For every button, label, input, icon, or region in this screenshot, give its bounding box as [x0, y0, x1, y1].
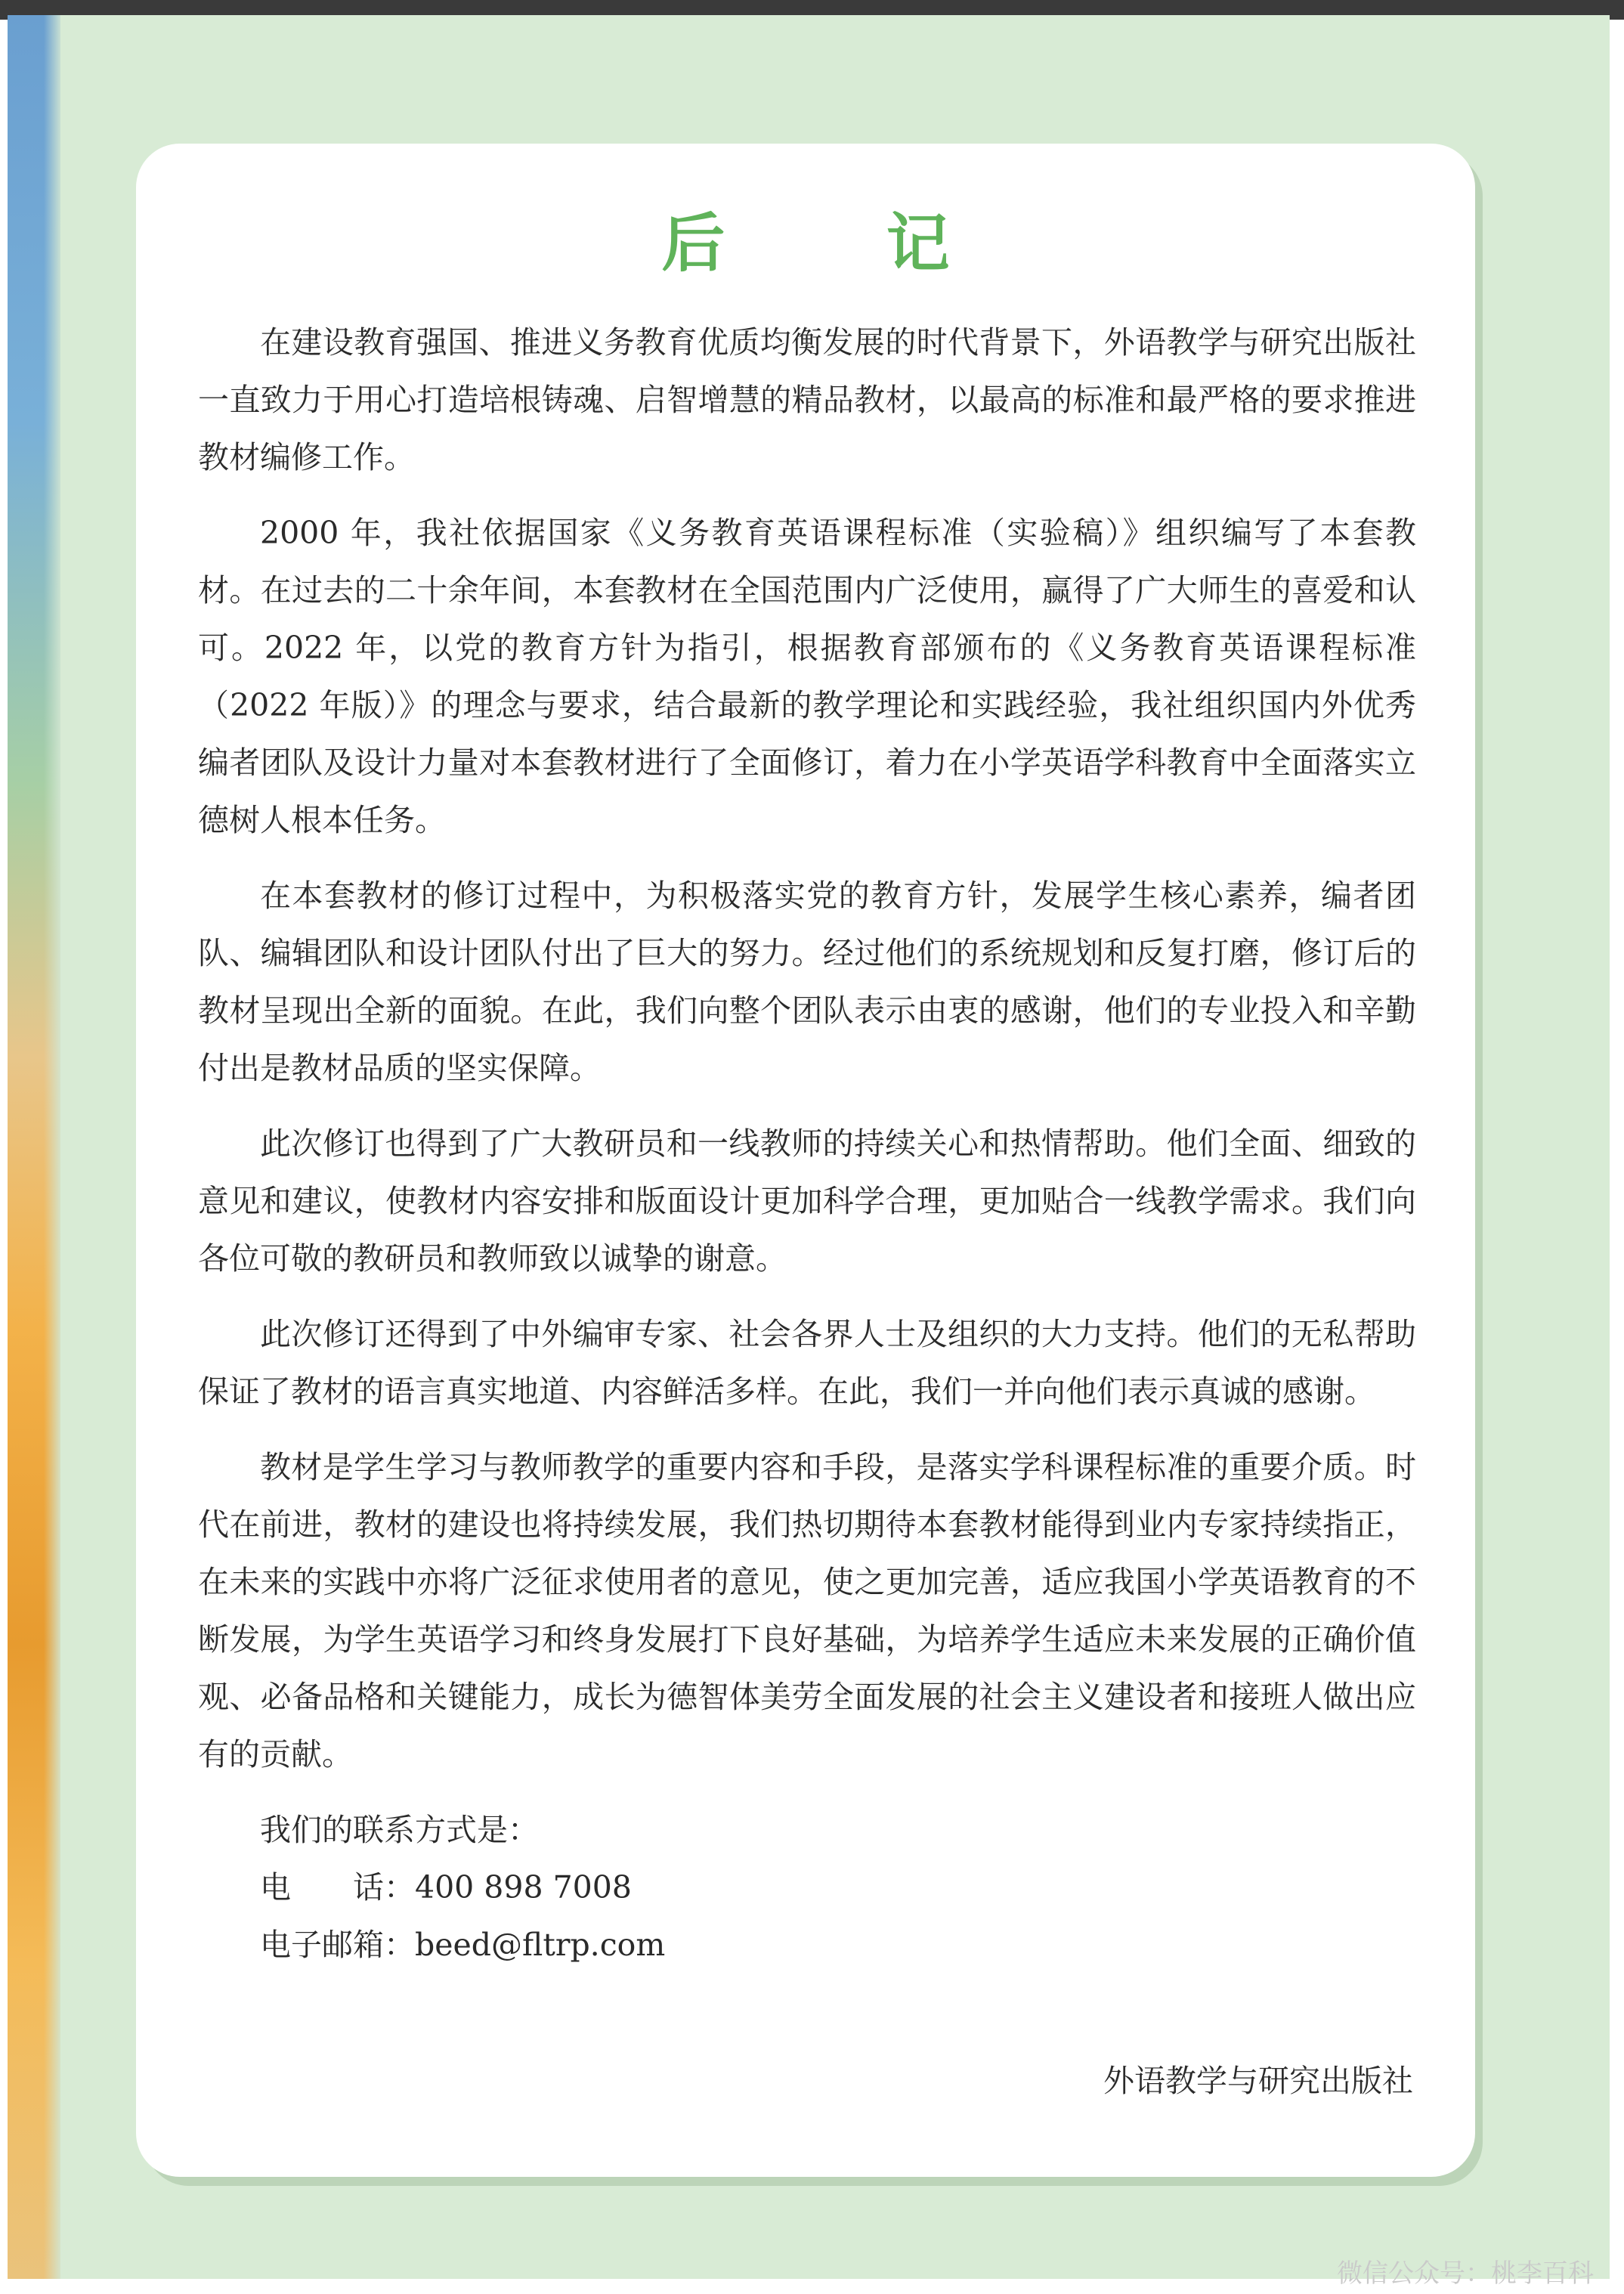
cover-binding-edge: [8, 15, 60, 2279]
paragraph: 此次修订还得到了中外编审专家、社会各界人士及组织的大力支持。他们的无私帮助保证了教材的语言真实地道、内容鲜活多样。在此，我们一并向他们表示真诚的感谢。: [198, 1316, 1416, 1410]
phone-label: 电 话：: [260, 1869, 415, 1905]
publisher-signature: 外语教学与研究出版社: [1103, 2063, 1413, 2099]
contact-info: [198, 1801, 1416, 1974]
paragraph: 教材是学生学习与教师教学的重要内容和手段，是落实学科课程标准的重要介质。时代在前进，教材的建设也将持续发展，我们热切期待本套教材能得到业内专家持续指正，在未来的实践中亦将广泛征求使用者的意见，使之更加完善，适应我国小学英语教育的不断发展，为学生英语学习和终身发展打下良好基础，为培养学生适应未来发展的正确价值观、必备品格和关键能力，成长为德智体美劳全面发展的社会主义建设者和接班人做出应有的贡献。: [198, 1449, 1416, 1772]
page-title: 后 记: [661, 206, 1019, 280]
paragraph: 2000 年，我社依据国家《义务教育英语课程标准（实验稿）》组织编写了本套教材。在过去的二十余年间，本套教材在全国范围内广泛使用，赢得了广大师生的喜爱和认可。2022 年，以党的教育方针为指引，根据教育部颁布的《义务教育英语课程标准（2022 年版）》的理念与要求，结合最新的教学理论和实践经验，我社组织国内外优秀编者团队及设计力量对本套教材进行了全面修订，着力在小学英语学科教育中全面落实立德树人根本任务。: [198, 515, 1416, 838]
email-line: [198, 1916, 1416, 1974]
paragraph: 在本套教材的修订过程中，为积极落实党的教育方针，发展学生核心素养，编者团队、编辑团队和设计团队付出了巨大的努力。经过他们的系统规划和反复打磨，修订后的教材呈现出全新的面貌。在此，我们向整个团队表示由衷的感谢，他们的专业投入和辛勤付出是教材品质的坚实保障。: [198, 878, 1416, 1086]
watermark: 微信公众号：桃李百科: [1337, 2258, 1594, 2289]
phone-line: [198, 1859, 1416, 1916]
contact-heading: 我们的联系方式是：: [260, 1812, 539, 1848]
email-address: beed@fltrp.com: [415, 1927, 666, 1963]
afterword-card: [136, 144, 1475, 2177]
phone-number: 400 898 7008: [415, 1869, 632, 1905]
paragraph: 在建设教育强国、推进义务教育优质均衡发展的时代背景下，外语教学与研究出版社一直致力于用心打造培根铸魂、启智增慧的精品教材，以最高的标准和最严格的要求推进教材编修工作。: [198, 324, 1416, 475]
email-label: 电子邮箱：: [260, 1927, 415, 1963]
afterword-body: [198, 314, 1416, 1974]
paragraph: 此次修订也得到了广大教研员和一线教师的持续关心和热情帮助。他们全面、细致的意见和建议，使教材内容安排和版面设计更加科学合理，更加贴合一线教学需求。我们向各位可敬的教研员和教师致以诚挚的谢意。: [198, 1125, 1416, 1277]
